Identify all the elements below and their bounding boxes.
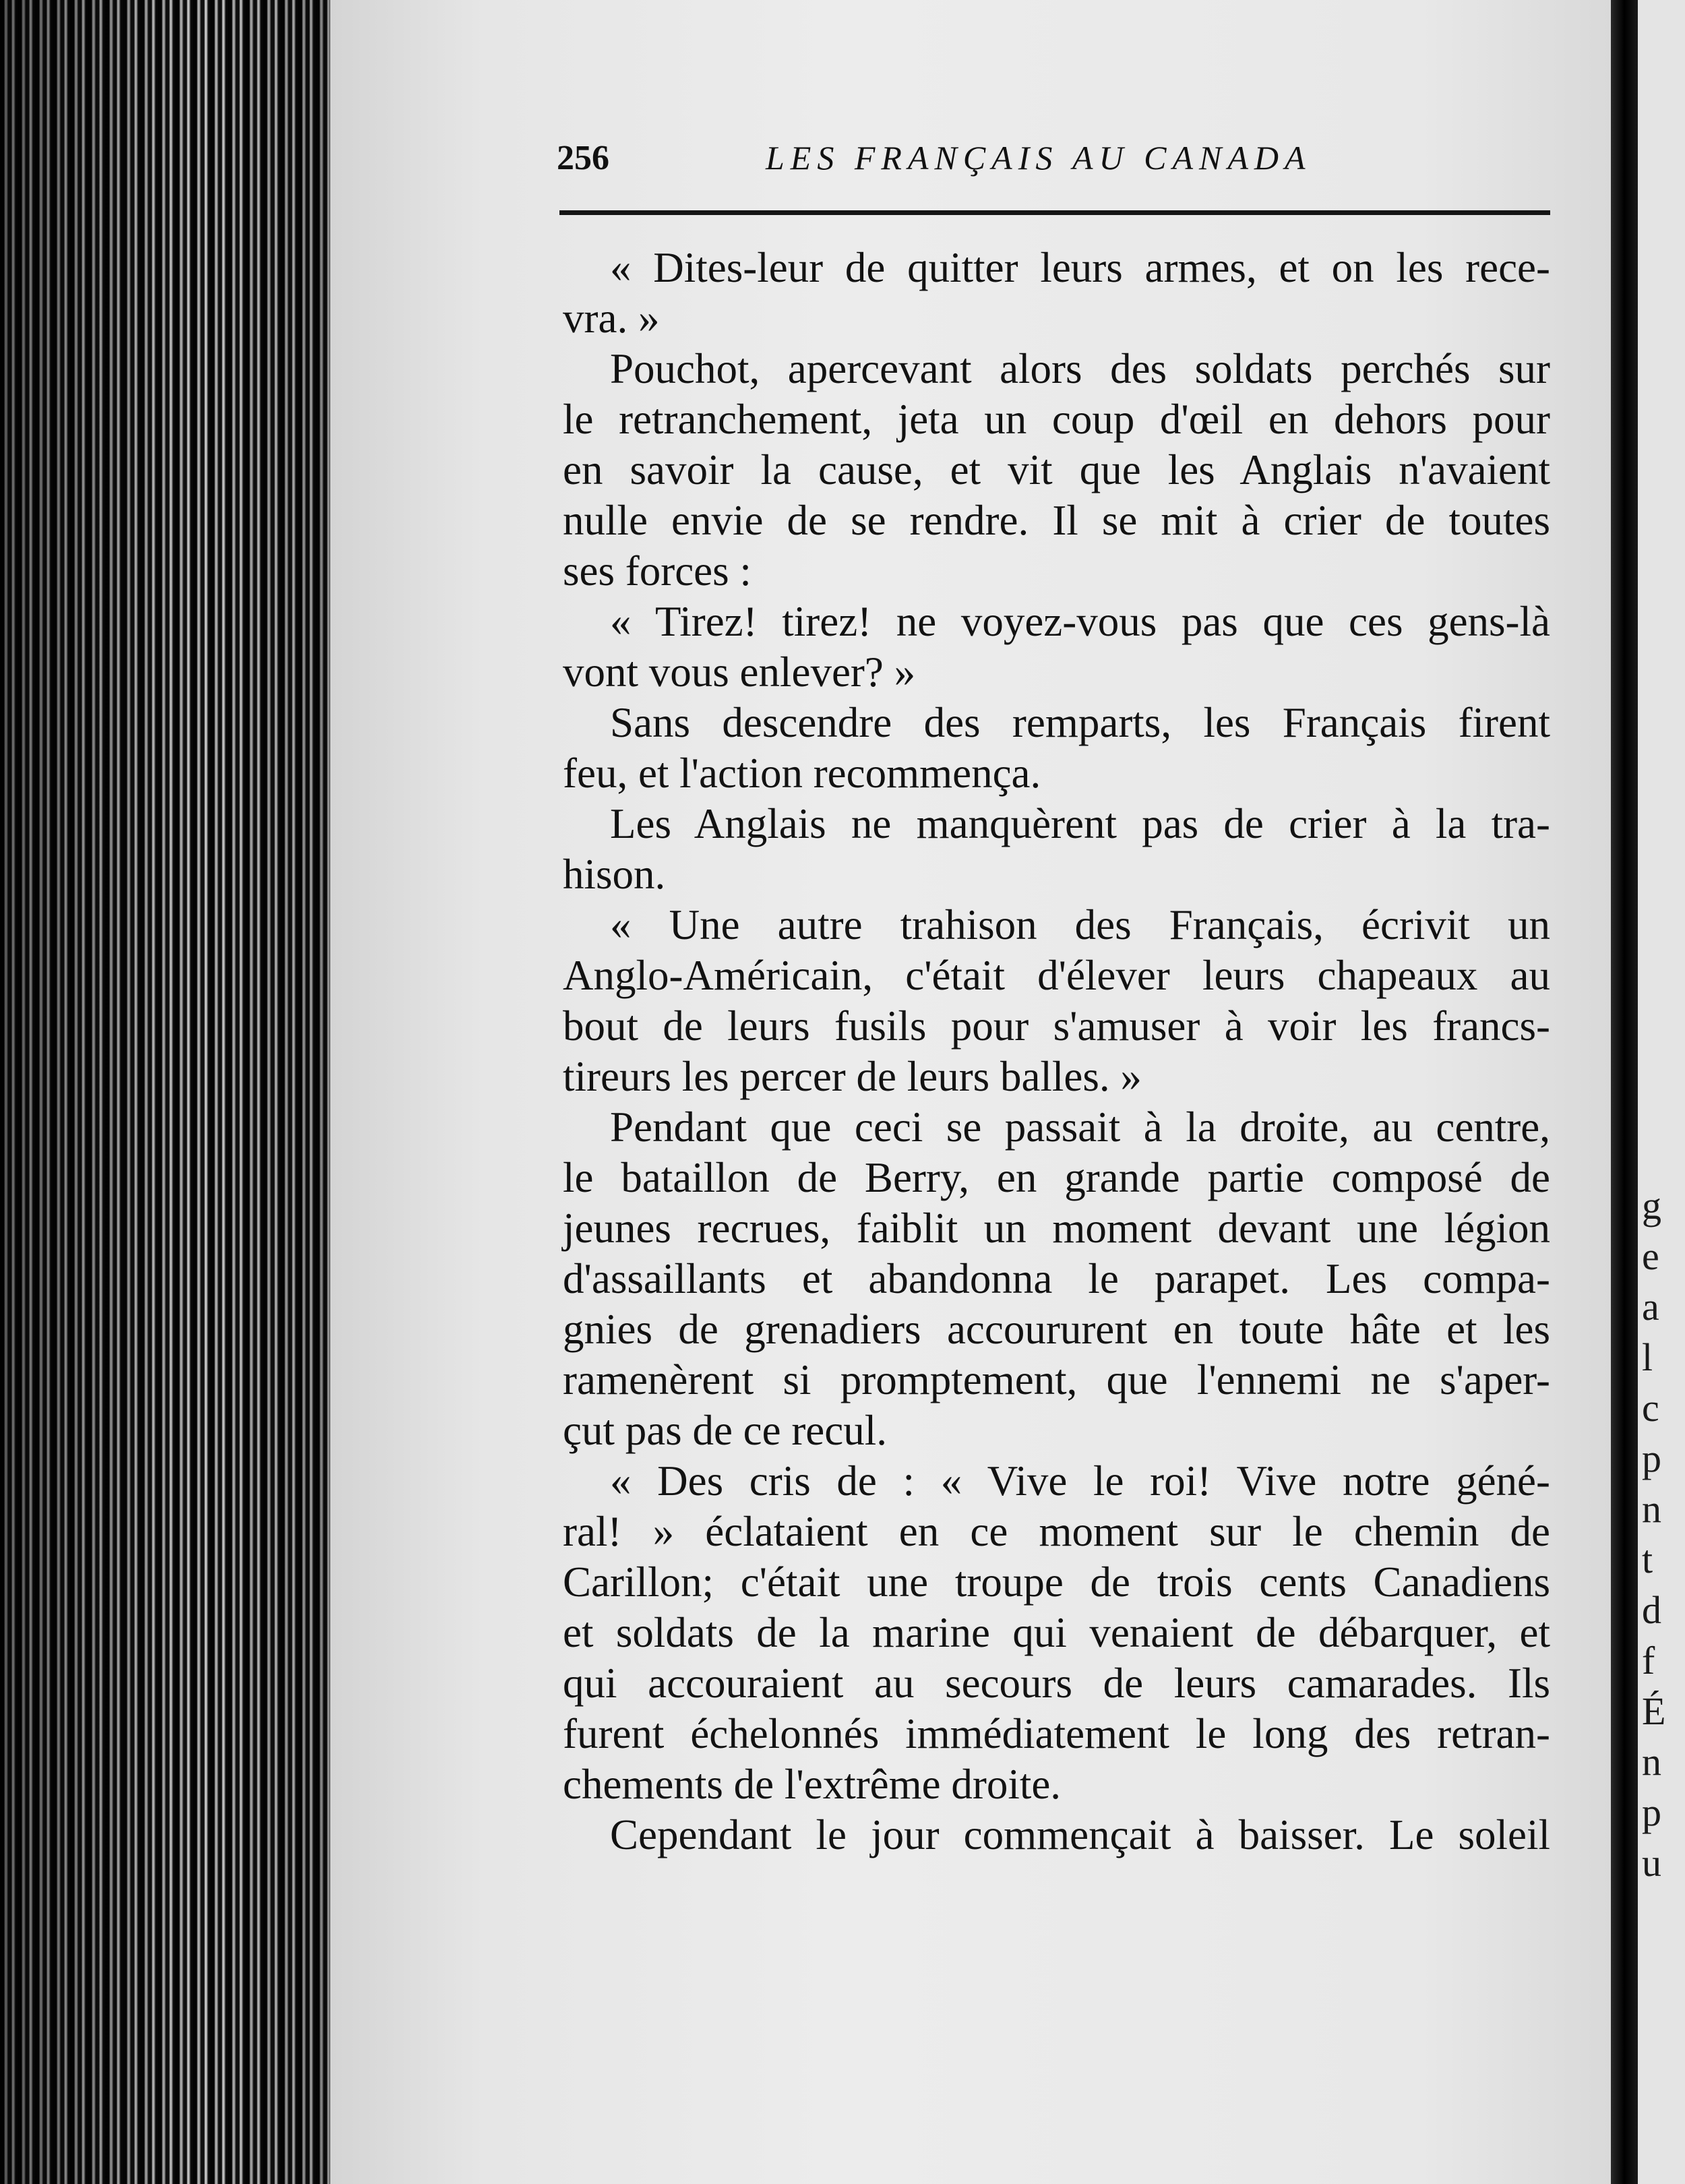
facing-page-fragment: g (1642, 1184, 1661, 1227)
text-line: Pendant que ceci se passait à la droite, au centre, (610, 1103, 1550, 1151)
book-gutter (1611, 0, 1638, 2184)
text-line: et soldats de la marine qui venaient de débarquer, et (563, 1609, 1550, 1656)
text-line: bout de leurs fusils pour s'amuser à voir les francs- (563, 1002, 1550, 1050)
facing-page-fragment: p (1642, 1790, 1661, 1834)
text-line: feu, et l'action recommença. (563, 750, 1041, 797)
page-number: 256 (557, 139, 609, 177)
text-line: tireurs les percer de leurs balles. » (563, 1053, 1142, 1100)
text-line: gnies de grenadiers accoururent en toute hâte et les (563, 1306, 1550, 1353)
facing-page-fragment: d (1642, 1588, 1661, 1632)
text-line: « Tirez! tirez! ne voyez-vous pas que ces gens-là (610, 598, 1550, 645)
text-line: vra. » (563, 295, 660, 342)
text-line: vont vous enlever? » (563, 648, 916, 696)
text-line: Carillon; c'était une troupe de trois cents Canadiens (563, 1558, 1550, 1606)
text-line: Pouchot, apercevant alors des soldats perchés sur (610, 345, 1550, 392)
text-line: le bataillon de Berry, en grande partie composé de (563, 1154, 1550, 1201)
text-line: Anglo-Américain, c'était d'élever leurs chapeaux au (563, 952, 1550, 999)
facing-page-fragment: e (1642, 1234, 1659, 1278)
facing-page-fragment: t (1642, 1538, 1653, 1581)
body-text (563, 243, 1550, 1860)
text-line: jeunes recrues, faiblit un moment devant une légion (563, 1205, 1550, 1252)
text-line: ramenèrent si promptement, que l'ennemi ne s'aper- (563, 1356, 1550, 1403)
text-line: chements de l'extrême droite. (563, 1761, 1062, 1808)
text-line: le retranchement, jeta un coup d'œil en dehors pour (563, 396, 1550, 443)
facing-page-fragment: u (1642, 1841, 1661, 1885)
facing-page-fragment: n (1642, 1487, 1661, 1531)
text-line: « Une autre trahison des Français, écrivit un (610, 901, 1550, 948)
text-line: « Des cris de : « Vive le roi! Vive notre géné- (610, 1457, 1550, 1505)
text-line: d'assaillants et abandonna le parapet. Les compa- (563, 1255, 1550, 1302)
text-line: Cependant le jour commençait à baisser. Le soleil (610, 1811, 1550, 1858)
facing-page-fragment: c (1642, 1386, 1659, 1430)
text-line: hison. (563, 851, 666, 898)
facing-page-fragment: f (1642, 1639, 1655, 1682)
text-line: qui accouraient au secours de leurs camarades. Ils (563, 1660, 1550, 1707)
text-line: çut pas de ce recul. (563, 1407, 887, 1454)
text-line: Les Anglais ne manquèrent pas de crier à la tra- (610, 800, 1550, 847)
facing-page-fragment: É (1642, 1689, 1666, 1733)
text-line: ral! » éclataient en ce moment sur le chemin de (563, 1508, 1550, 1555)
facing-page-edge (1638, 0, 1685, 2184)
text-line: ses forces : (563, 547, 752, 595)
text-line: nulle envie de se rendre. Il se mit à crier de toutes (563, 497, 1550, 544)
facing-page-fragment: n (1642, 1740, 1661, 1784)
text-line: furent échelonnés immédiatement le long des retran- (563, 1710, 1550, 1757)
text-line: en savoir la cause, et vit que les Anglais n'avaient (563, 446, 1550, 493)
facing-page-fragment: l (1642, 1335, 1653, 1379)
facing-page-fragment: p (1642, 1436, 1661, 1480)
book-page-edges (0, 0, 337, 2184)
header-rule (559, 210, 1550, 215)
running-title: LES FRANÇAIS AU CANADA (766, 139, 1312, 177)
text-line: Sans descendre des remparts, les Français firent (610, 699, 1550, 746)
text-line: « Dites-leur de quitter leurs armes, et on les rece- (610, 244, 1550, 291)
page-header (557, 138, 1548, 192)
facing-page-fragment: a (1642, 1285, 1659, 1329)
